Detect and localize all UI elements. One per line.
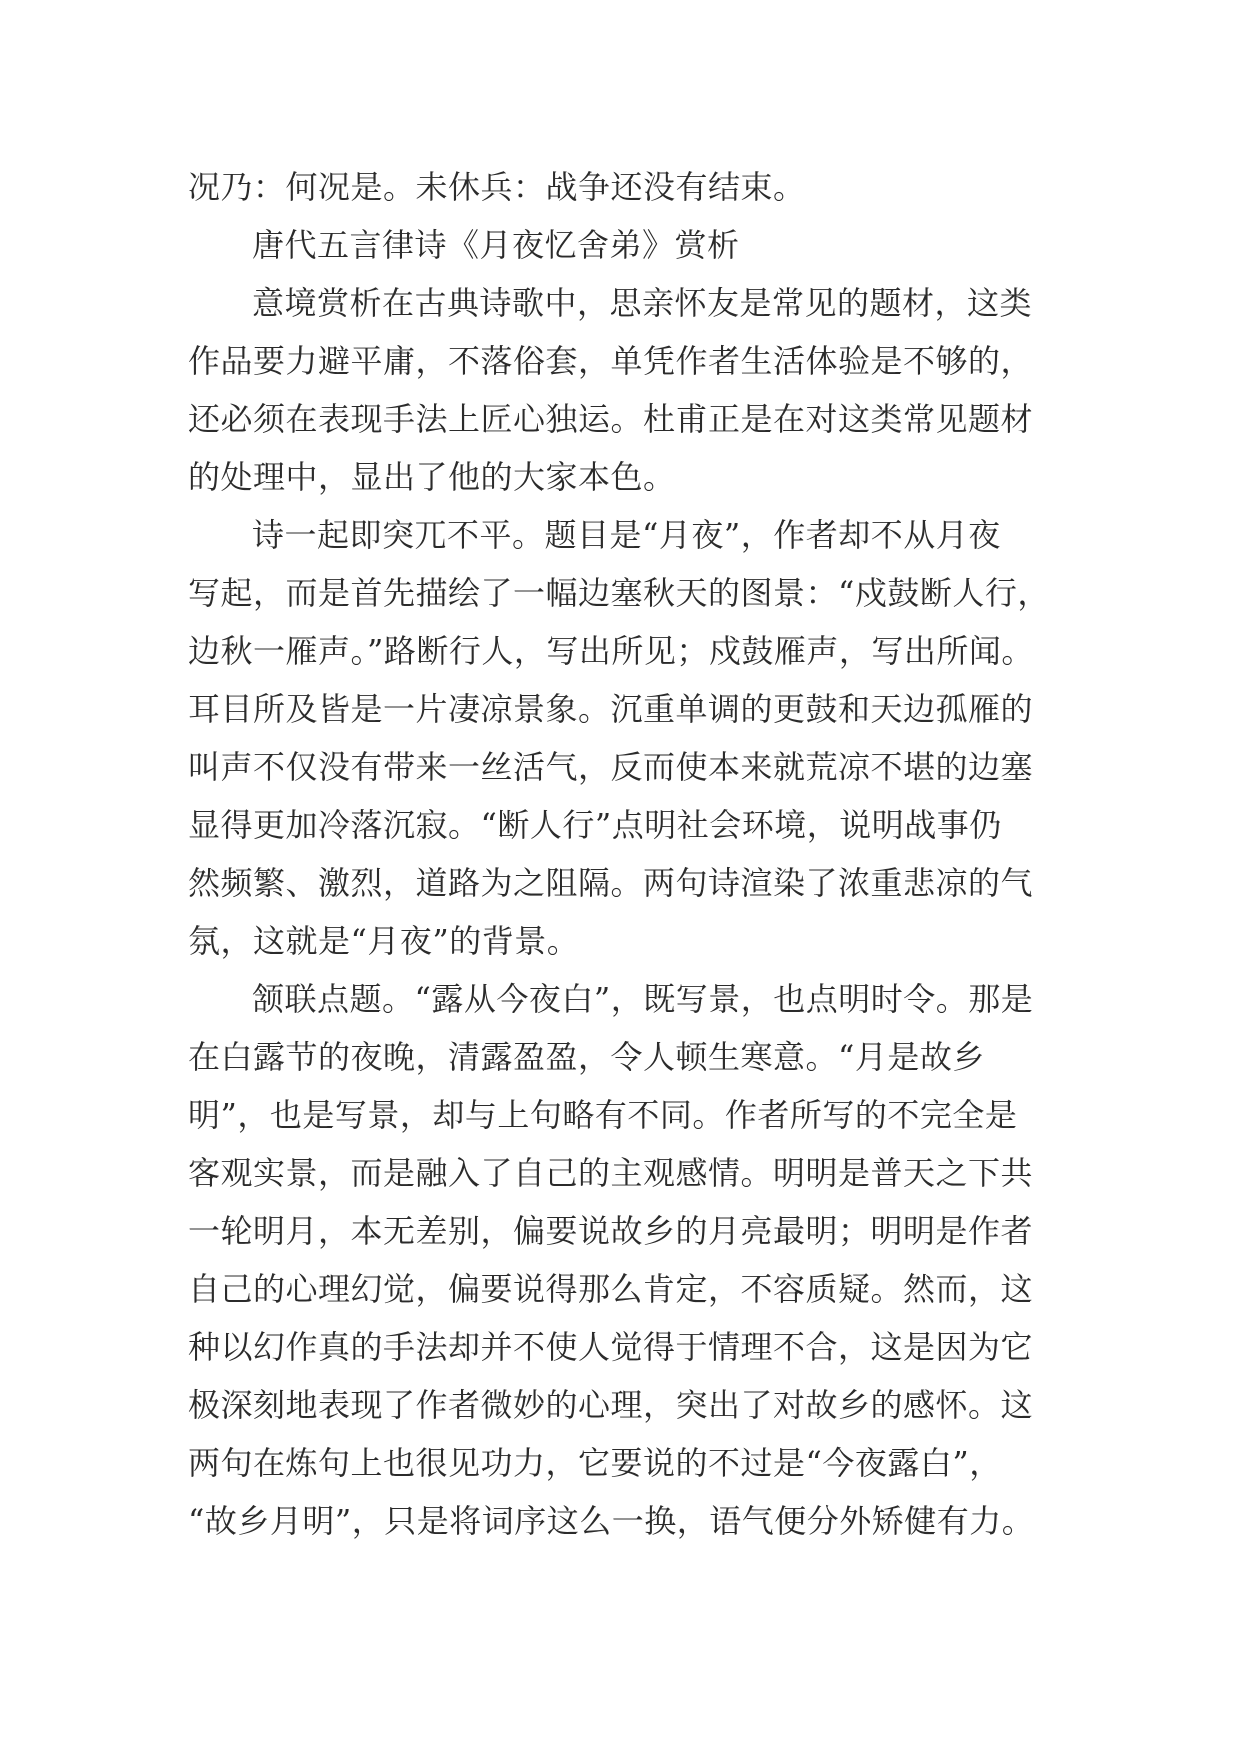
section-heading: 唐代五言律诗《月夜忆舍弟》赏析 xyxy=(252,226,740,264)
text-line: 一轮明月，本无差别，偏要说故乡的月亮最明；明明是作者 xyxy=(188,1212,1034,1250)
text-line: 作品要力避平庸，不落俗套，单凭作者生活体验是不够的， xyxy=(188,342,1034,380)
text-line: 极深刻地表现了作者微妙的心理，突出了对故乡的感怀。这 xyxy=(188,1386,1034,1424)
text-line: 写起，而是首先描绘了一幅边塞秋天的图景：“戍鼓断人行， xyxy=(188,574,1050,612)
text-line: 的处理中，显出了他的大家本色。 xyxy=(188,458,676,496)
text-line: 自己的心理幻觉，偏要说得那么肯定，不容质疑。然而，这 xyxy=(188,1270,1034,1308)
text-line: 两句在炼句上也很见功力，它要说的不过是“今夜露白”， xyxy=(188,1444,1002,1482)
document-body xyxy=(188,158,1068,1550)
text-line: 在白露节的夜晚，清露盈盈，令人顿生寒意。“月是故乡 xyxy=(188,1038,985,1076)
text-line: 耳目所及皆是一片凄凉景象。沉重单调的更鼓和天边孤雁的 xyxy=(188,690,1034,728)
text-line: 诗一起即突兀不平。题目是“月夜”，作者却不从月夜 xyxy=(252,516,1001,554)
text-line: 客观实景，而是融入了自己的主观感情。明明是普天之下共 xyxy=(188,1154,1034,1192)
text-line: 意境赏析在古典诗歌中，思亲怀友是常见的题材，这类 xyxy=(252,284,1033,322)
text-line: 显得更加冷落沉寂。“断人行”点明社会环境，说明战事仍 xyxy=(188,806,1002,844)
text-line: 然频繁、激烈，道路为之阻隔。两句诗渲染了浓重悲凉的气 xyxy=(188,864,1034,902)
text-line: “故乡月明”，只是将词序这么一换，语气便分外矫健有力。 xyxy=(188,1502,1035,1540)
text-line: 还必须在表现手法上匠心独运。杜甫正是在对这类常见题材 xyxy=(188,400,1034,438)
text-line: 叫声不仅没有带来一丝活气，反而使本来就荒凉不堪的边塞 xyxy=(188,748,1034,786)
text-line: 边秋一雁声。”路断行人，写出所见；戍鼓雁声，写出所闻。 xyxy=(188,632,1034,670)
text-line: 氛，这就是“月夜”的背景。 xyxy=(188,922,580,960)
text-line: 颔联点题。“露从今夜白”，既写景，也点明时令。那是 xyxy=(252,980,1034,1018)
text-line: 况乃：何况是。未休兵：战争还没有结束。 xyxy=(188,168,806,206)
text-line: 种以幻作真的手法却并不使人觉得于情理不合，这是因为它 xyxy=(188,1328,1034,1366)
text-line: 明”，也是写景，却与上句略有不同。作者所写的不完全是 xyxy=(188,1096,1018,1134)
